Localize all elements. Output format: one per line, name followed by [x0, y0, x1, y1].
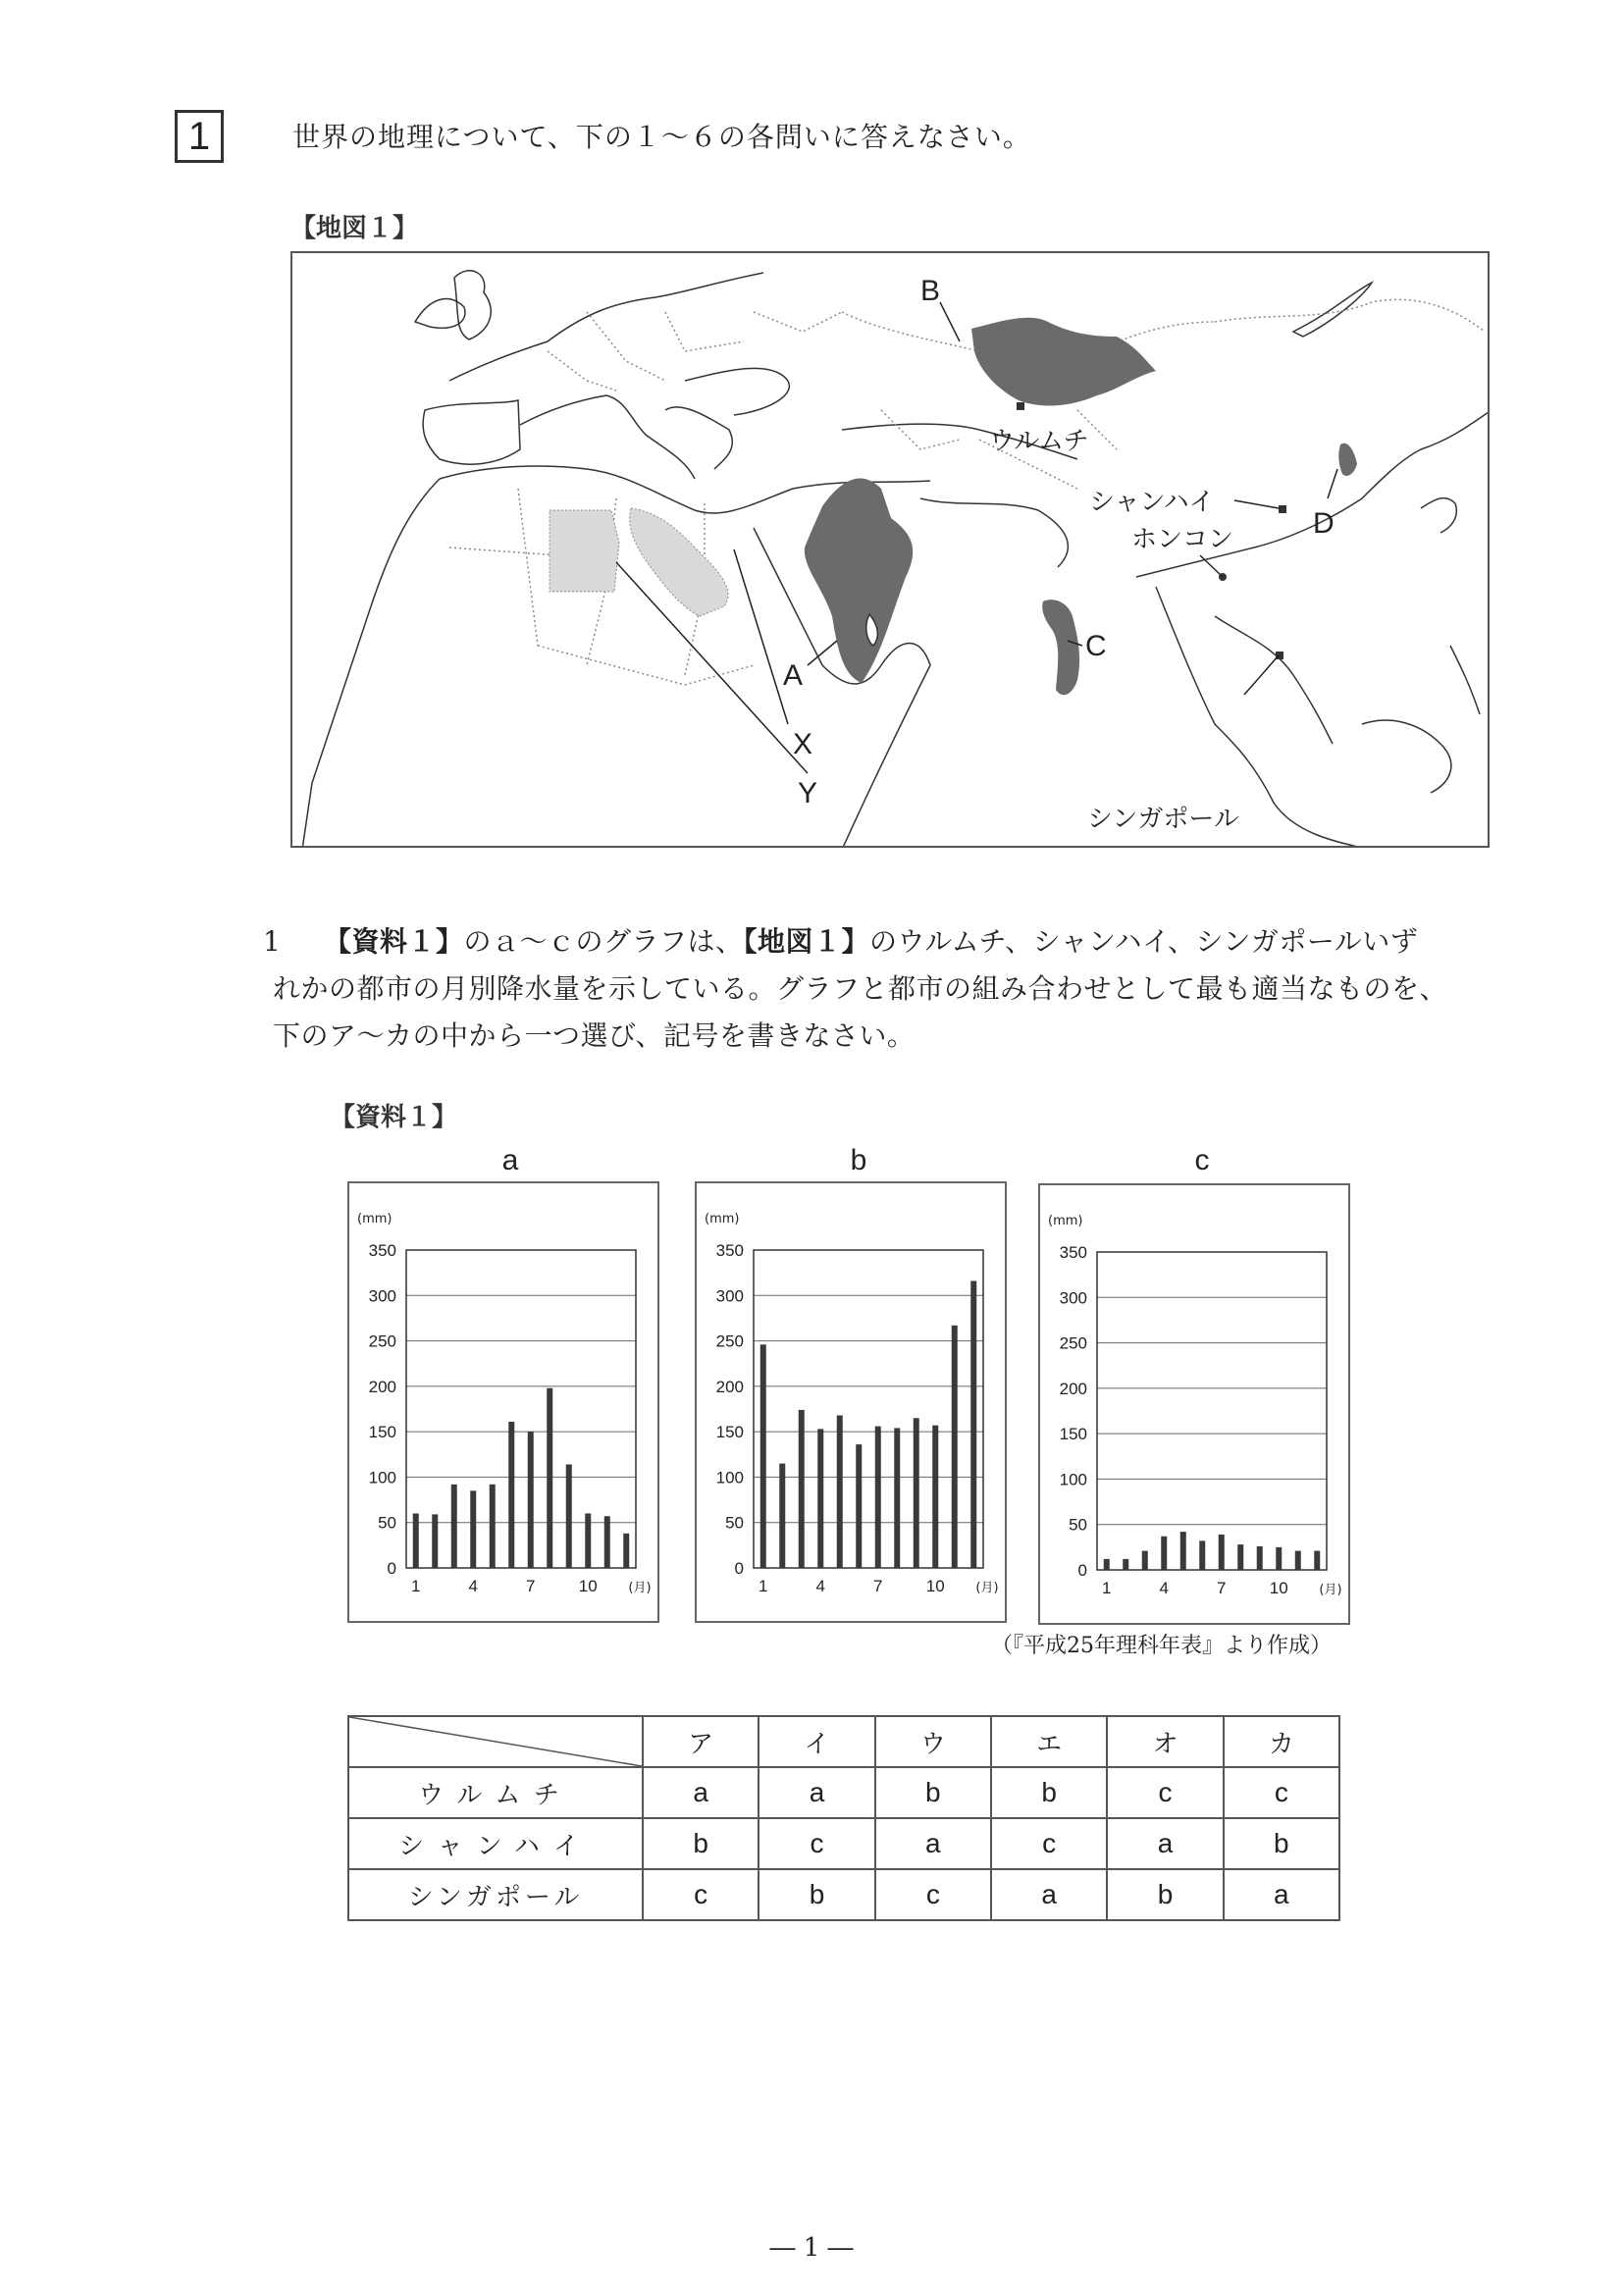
- chart-b-title: b: [850, 1144, 867, 1176]
- table-row: [348, 1818, 1339, 1869]
- bar-month-9: [914, 1418, 919, 1568]
- chart-a-title: a: [501, 1144, 519, 1176]
- table-cell: c: [1224, 1767, 1339, 1818]
- plot-frame: [1097, 1252, 1327, 1570]
- y-tick-label: 100: [368, 1468, 396, 1487]
- bar-month-5: [1180, 1532, 1186, 1570]
- bar-month-10: [585, 1513, 591, 1568]
- column-header: エ: [991, 1716, 1107, 1767]
- x-tick-label: 4: [468, 1577, 478, 1595]
- bar-month-8: [547, 1388, 552, 1568]
- y-tick-label: 250: [715, 1331, 744, 1351]
- y-tick-label: 250: [368, 1331, 396, 1351]
- china-russia-border: [1215, 299, 1485, 332]
- y-tick-label: 200: [1059, 1379, 1087, 1398]
- bar-month-7: [1219, 1535, 1225, 1570]
- chart-c-svg: [1040, 1185, 1348, 1623]
- table-cell: a: [875, 1818, 991, 1869]
- y-tick-label: 100: [1059, 1470, 1087, 1489]
- chart-c-title: c: [1194, 1144, 1210, 1176]
- y-tick-label: 300: [368, 1286, 396, 1306]
- label-x: X: [793, 728, 813, 760]
- y-tick-label: 50: [1069, 1515, 1087, 1535]
- x-unit-label: (月): [975, 1581, 999, 1595]
- x-tick-label: 1: [1102, 1579, 1112, 1597]
- y-tick-label: 200: [368, 1377, 396, 1396]
- table-cell: a: [1107, 1818, 1223, 1869]
- region-y-egypt: [550, 510, 619, 592]
- bar-month-1: [413, 1513, 419, 1568]
- bar-month-3: [1142, 1551, 1148, 1570]
- gulf-coast: [920, 498, 1068, 567]
- table-cell: b: [875, 1767, 991, 1818]
- column-header: カ: [1224, 1716, 1339, 1767]
- bar-month-7: [528, 1432, 534, 1568]
- row-header: シンガポール: [348, 1869, 643, 1920]
- region-a-india: [805, 479, 913, 683]
- bar-month-4: [817, 1429, 823, 1568]
- table-cell: b: [759, 1869, 874, 1920]
- source-note: （『平成25年理科年表』より作成）: [991, 1634, 1332, 1658]
- table-cell: b: [991, 1767, 1107, 1818]
- plot-frame: [754, 1250, 983, 1568]
- table-cell: c: [1107, 1767, 1223, 1818]
- bar-month-8: [894, 1428, 900, 1568]
- bar-month-6: [508, 1422, 514, 1568]
- chart-c: [1038, 1183, 1350, 1625]
- y-tick-label: 300: [715, 1286, 744, 1306]
- y-tick-label: 350: [1059, 1243, 1087, 1262]
- indochina-coast: [1215, 616, 1333, 744]
- y-tick-label: 350: [368, 1241, 396, 1260]
- bar-month-11: [604, 1516, 610, 1568]
- bar-month-2: [779, 1464, 785, 1568]
- bar-month-12: [1314, 1551, 1320, 1570]
- x-tick-label: 7: [1217, 1579, 1227, 1597]
- y-tick-label: 0: [387, 1559, 396, 1578]
- city-shanghai: シャンハイ: [1089, 488, 1215, 517]
- britain-outline: [454, 271, 491, 339]
- y-tick-label: 300: [1059, 1288, 1087, 1308]
- x-tick-label: 10: [1269, 1579, 1288, 1597]
- marker-urumqi: [1017, 402, 1024, 410]
- y-tick-label: 50: [725, 1513, 744, 1533]
- table-cell: b: [1224, 1818, 1339, 1869]
- bar-month-11: [952, 1326, 958, 1568]
- map-1: [290, 251, 1490, 848]
- y-tick-label: 100: [715, 1468, 744, 1487]
- x-unit-label: (月): [1319, 1583, 1342, 1597]
- bar-month-11: [1295, 1551, 1301, 1570]
- row-header: ウルムチ: [348, 1767, 643, 1818]
- table-cell: a: [643, 1767, 759, 1818]
- question-line-2: れかの都市の月別降水量を示している。グラフと都市の組み合わせとして最も適当なものを、: [273, 972, 1448, 1005]
- column-header: ア: [643, 1716, 759, 1767]
- row-header: シャンハイ: [348, 1818, 643, 1869]
- question-1: [263, 918, 1499, 1060]
- y-tick-label: 150: [715, 1423, 744, 1442]
- question-text-part: のウルムチ、シャンハイ、シンガポールいず: [869, 925, 1419, 958]
- bar-month-10: [1276, 1547, 1282, 1570]
- resource-label: 【資料１】: [330, 1103, 458, 1132]
- label-y: Y: [798, 777, 818, 809]
- bar-month-6: [1199, 1540, 1205, 1570]
- table-cell: c: [759, 1818, 874, 1869]
- column-header: オ: [1107, 1716, 1223, 1767]
- x-tick-label: 10: [578, 1577, 598, 1595]
- x-tick-label: 10: [925, 1577, 945, 1595]
- bar-month-9: [566, 1464, 572, 1568]
- bar-month-5: [490, 1485, 496, 1568]
- column-header: ウ: [875, 1716, 991, 1767]
- bar-month-1: [760, 1344, 766, 1568]
- column-header: イ: [759, 1716, 874, 1767]
- borneo-outline: [1362, 720, 1451, 793]
- diagonal-line: [349, 1717, 642, 1766]
- bar-month-7: [875, 1427, 881, 1568]
- region-b-mongolia: [971, 318, 1156, 406]
- question-number-box: [175, 110, 224, 163]
- y-tick-label: 150: [1059, 1425, 1087, 1444]
- x-tick-label: 1: [759, 1577, 768, 1595]
- bar-month-8: [1237, 1544, 1243, 1570]
- bar-month-12: [970, 1280, 976, 1568]
- philippines-outline: [1450, 646, 1480, 714]
- x-tick-label: 4: [1159, 1579, 1169, 1597]
- combination-table: [347, 1715, 1340, 1921]
- black-sea-outline: [685, 368, 789, 415]
- chart-a: [347, 1181, 659, 1623]
- lake-baikal: [1293, 283, 1372, 337]
- table-cell: c: [643, 1869, 759, 1920]
- question-text-part: のａ～ｃのグラフは、: [463, 925, 744, 958]
- region-c-vietnam: [1042, 600, 1079, 695]
- intro-text: 世界の地理について、下の１～６の各問いに答えなさい。: [292, 121, 1031, 153]
- question-1-number: 1: [263, 925, 282, 958]
- table-cell: b: [643, 1818, 759, 1869]
- table-cell: a: [991, 1869, 1107, 1920]
- bar-month-1: [1104, 1559, 1110, 1570]
- question-number: 1: [187, 114, 211, 158]
- x-tick-label: 7: [873, 1577, 883, 1595]
- y-tick-label: 350: [715, 1241, 744, 1260]
- y-tick-label: 0: [734, 1559, 744, 1578]
- bar-month-4: [1161, 1537, 1167, 1570]
- west-africa-coast: [302, 479, 440, 848]
- bar-month-12: [623, 1534, 629, 1568]
- ref-resource: 【資料１】: [324, 925, 464, 958]
- y-tick-label: 250: [1059, 1333, 1087, 1353]
- y-unit-label: (mm): [1048, 1214, 1083, 1228]
- bar-month-2: [432, 1514, 438, 1568]
- y-tick-label: 150: [368, 1423, 396, 1442]
- table-cell: a: [1224, 1869, 1339, 1920]
- bar-month-3: [451, 1485, 457, 1568]
- table-header-row: [348, 1716, 1339, 1767]
- table-cell: c: [875, 1869, 991, 1920]
- table-cell: c: [991, 1818, 1107, 1869]
- table-row: [348, 1869, 1339, 1920]
- map-label: 【地図１】: [290, 214, 419, 243]
- bar-month-9: [1257, 1546, 1263, 1570]
- label-c: C: [1085, 630, 1107, 662]
- table-cell: b: [1107, 1869, 1223, 1920]
- map-svg: [292, 253, 1490, 848]
- city-urumqi: ウルムチ: [989, 427, 1089, 456]
- y-tick-label: 0: [1077, 1561, 1087, 1580]
- ref-map: 【地図１】: [743, 925, 870, 958]
- x-tick-label: 7: [526, 1577, 536, 1595]
- y-tick-label: 200: [715, 1377, 744, 1396]
- city-hongkong: ホンコン: [1131, 525, 1234, 554]
- y-tick-label: 50: [378, 1513, 396, 1533]
- table-cell: a: [759, 1767, 874, 1818]
- north-europe-coast: [449, 273, 763, 381]
- japan-outline: [1421, 498, 1456, 533]
- city-singapore: シンガポール: [1087, 805, 1239, 834]
- bar-month-10: [932, 1426, 938, 1568]
- x-tick-label: 4: [815, 1577, 825, 1595]
- bar-month-3: [799, 1410, 805, 1568]
- table-corner-cell: [348, 1716, 643, 1767]
- chart-a-svg: [349, 1183, 657, 1621]
- bar-month-6: [856, 1444, 862, 1568]
- plot-frame: [406, 1250, 636, 1568]
- page-number: ― 1 ―: [769, 2233, 854, 2263]
- bar-month-5: [837, 1415, 843, 1568]
- iberia-outline: [423, 400, 520, 464]
- label-b: B: [920, 275, 941, 307]
- label-d: D: [1313, 507, 1335, 540]
- x-tick-label: 1: [411, 1577, 421, 1595]
- balkans-coast: [665, 407, 732, 469]
- x-unit-label: (月): [628, 1581, 652, 1595]
- table-row: [348, 1767, 1339, 1818]
- y-unit-label: (mm): [357, 1212, 393, 1226]
- region-x-saudi-arabia: [630, 508, 728, 616]
- region-d-south-korea: [1338, 444, 1357, 476]
- label-a: A: [783, 659, 804, 692]
- y-unit-label: (mm): [705, 1212, 740, 1226]
- bar-month-4: [470, 1490, 476, 1568]
- chart-b-svg: [697, 1183, 1005, 1621]
- question-line-3: 下のア～カの中から一つ選び、記号を書きなさい。: [273, 1019, 916, 1052]
- chart-b: [695, 1181, 1007, 1623]
- marker-shanghai: [1279, 505, 1286, 513]
- bar-month-2: [1123, 1559, 1128, 1570]
